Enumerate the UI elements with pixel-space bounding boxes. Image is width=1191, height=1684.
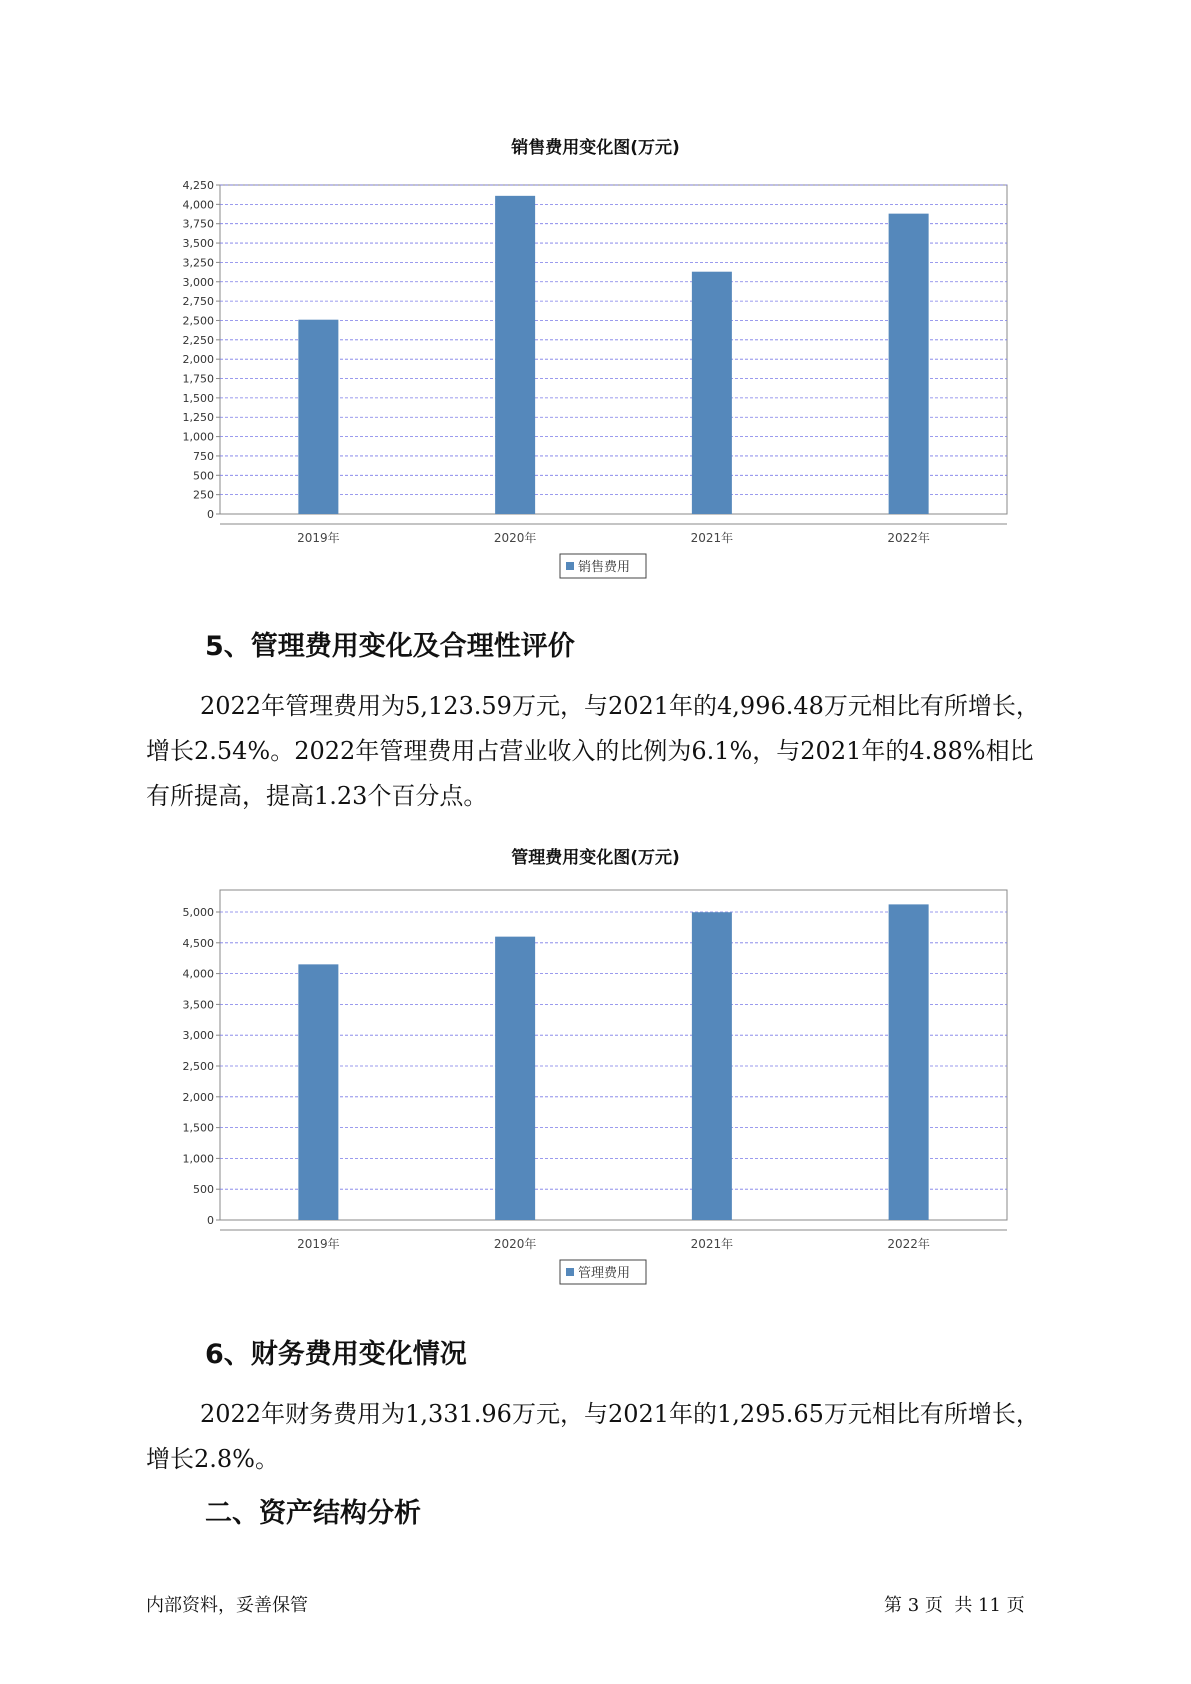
y-tick-label: 750 bbox=[193, 449, 214, 463]
admin-expense-chart bbox=[0, 860, 1191, 1300]
y-tick-label: 1,000 bbox=[182, 430, 214, 444]
section5-heading: 5、管理费用变化及合理性评价 bbox=[205, 631, 575, 662]
section6-text: 2022年财务费用为1,331.96万元，与2021年的1,295.65万元相比有所增长，增长2.8%。 bbox=[146, 1400, 1040, 1473]
admin-expense-chart-title: 管理费用变化图(万元) bbox=[511, 848, 680, 868]
section6-paragraph bbox=[146, 1392, 1046, 1482]
y-tick-label: 1,750 bbox=[182, 372, 214, 386]
y-tick-label: 2,500 bbox=[182, 1060, 214, 1073]
y-tick-label: 4,250 bbox=[182, 179, 214, 192]
y-tick-label: 500 bbox=[193, 1183, 214, 1197]
bar-2020年 bbox=[495, 937, 535, 1220]
y-tick-label: 3,500 bbox=[182, 998, 214, 1012]
bar-2020年 bbox=[495, 196, 535, 514]
y-tick-label: 1,500 bbox=[182, 391, 214, 405]
y-tick-label: 4,000 bbox=[182, 198, 214, 212]
footer-page-number: 第 3 页 共 11 页 bbox=[884, 1595, 1025, 1616]
y-tick-label: 2,250 bbox=[182, 333, 214, 347]
sales-expense-chart bbox=[0, 150, 1191, 590]
x-tick-label: 2019年 bbox=[297, 531, 340, 545]
y-tick-label: 2,750 bbox=[182, 295, 214, 309]
bar-2019年 bbox=[298, 320, 338, 514]
y-tick-label: 1,000 bbox=[182, 1152, 214, 1166]
legend-swatch bbox=[566, 562, 574, 570]
bar-2021年 bbox=[692, 912, 732, 1220]
y-tick-label: 0 bbox=[207, 1214, 214, 1227]
y-tick-label: 3,500 bbox=[182, 237, 214, 251]
sales-expense-chart-title: 销售费用变化图(万元) bbox=[511, 138, 680, 158]
y-tick-label: 2,000 bbox=[182, 1090, 214, 1104]
y-tick-label: 4,000 bbox=[182, 967, 214, 981]
y-tick-label: 4,500 bbox=[182, 936, 214, 950]
section-two-heading: 二、资产结构分析 bbox=[205, 1498, 421, 1529]
x-tick-label: 2021年 bbox=[690, 531, 734, 545]
y-tick-label: 0 bbox=[207, 508, 214, 521]
y-tick-label: 3,000 bbox=[182, 275, 214, 289]
x-tick-label: 2022年 bbox=[887, 531, 930, 545]
bar-2021年 bbox=[692, 272, 732, 514]
legend bbox=[560, 554, 646, 578]
y-tick-label: 1,250 bbox=[182, 411, 214, 425]
x-tick-label: 2020年 bbox=[493, 1237, 537, 1251]
y-tick-label: 250 bbox=[193, 488, 214, 502]
legend-swatch bbox=[566, 1268, 574, 1276]
section5-paragraph bbox=[146, 684, 1046, 819]
y-tick-label: 3,750 bbox=[182, 217, 214, 231]
footer-confidential-note: 内部资料，妥善保管 bbox=[146, 1595, 308, 1616]
x-tick-label: 2020年 bbox=[493, 531, 537, 545]
bar-2019年 bbox=[298, 964, 338, 1220]
legend-label: 管理费用 bbox=[578, 1266, 631, 1281]
y-tick-label: 2,000 bbox=[182, 353, 214, 367]
x-tick-label: 2021年 bbox=[690, 1237, 734, 1251]
x-tick-label: 2022年 bbox=[887, 1237, 930, 1251]
bar-2022年 bbox=[889, 214, 929, 514]
y-tick-label: 3,250 bbox=[182, 256, 214, 270]
y-tick-label: 500 bbox=[193, 469, 214, 483]
bar-2022年 bbox=[889, 904, 929, 1220]
section5-text: 2022年管理费用为5,123.59万元，与2021年的4,996.48万元相比有所增长，增长2.54%。2022年管理费用占营业收入的比例为6.1%，与2021年的4.88%相比有所提高，提高1.23个百分点。 bbox=[146, 692, 1040, 810]
y-tick-label: 3,000 bbox=[182, 1029, 214, 1043]
y-tick-label: 2,500 bbox=[182, 314, 214, 328]
x-tick-label: 2019年 bbox=[297, 1237, 340, 1251]
section6-heading: 6、财务费用变化情况 bbox=[205, 1339, 467, 1370]
legend-label: 销售费用 bbox=[578, 560, 631, 575]
y-tick-label: 5,000 bbox=[182, 906, 214, 919]
legend bbox=[560, 1260, 646, 1284]
y-tick-label: 1,500 bbox=[182, 1121, 214, 1135]
